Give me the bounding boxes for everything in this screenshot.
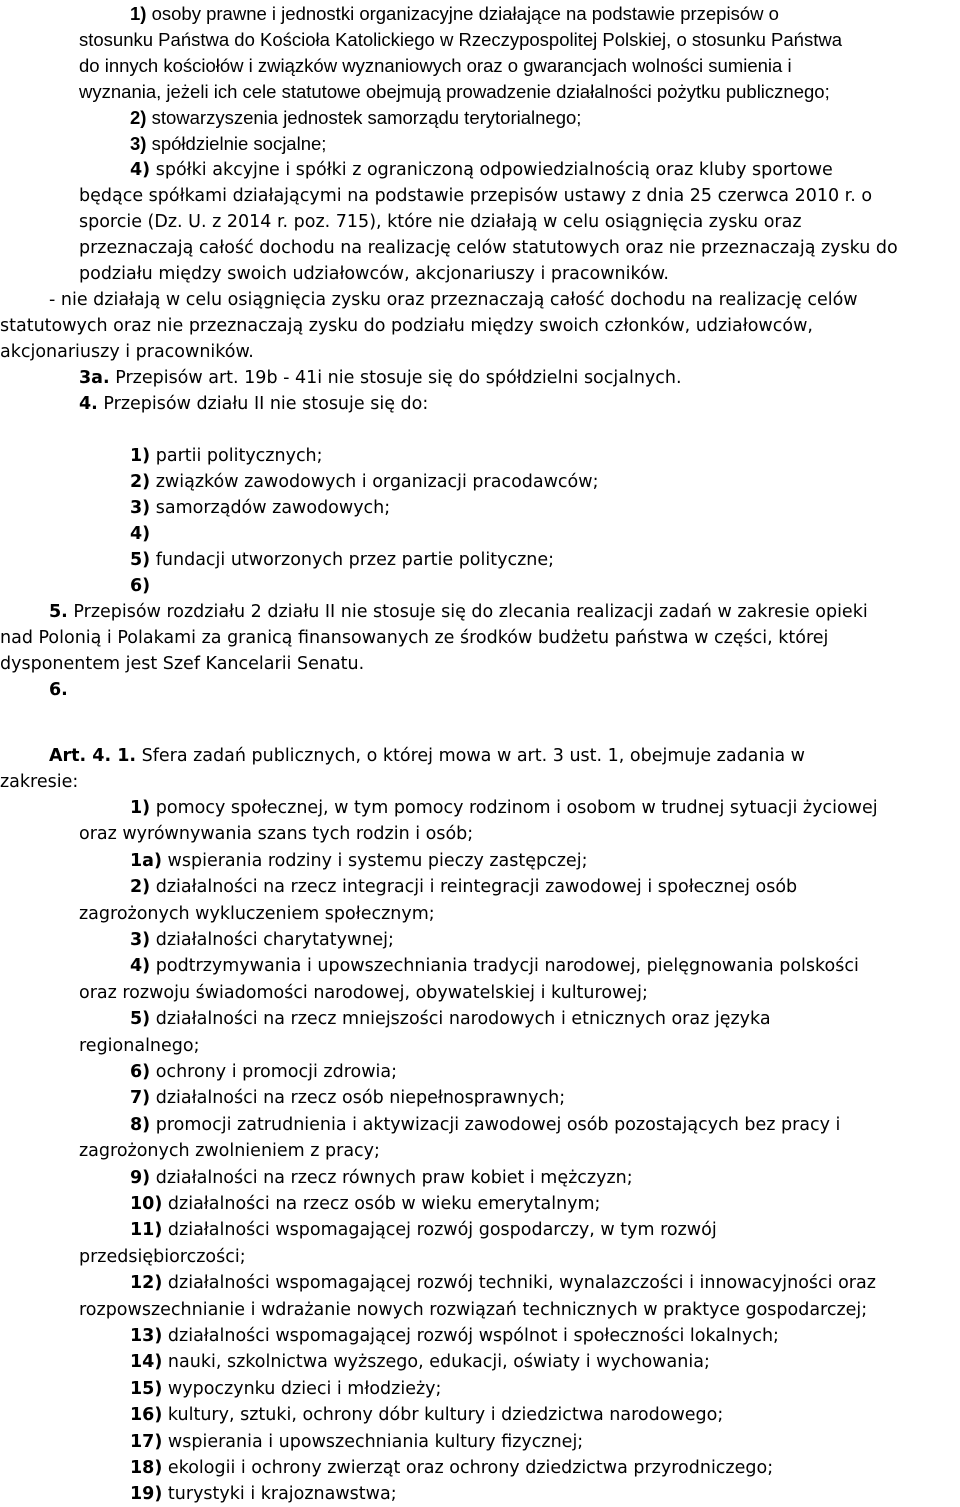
item-text: nauki, szkolnictwa wyższego, edukacji, oświaty i wychowania; — [162, 1352, 710, 1372]
item-text: osoby prawne i jednostki organizacyjne działające na podstawie przepisów o — [146, 3, 779, 24]
item-number: 2) — [130, 107, 147, 128]
item-number: 1) — [130, 446, 151, 466]
task-item — [130, 1191, 600, 1217]
item-text: fundacji utworzonych przez partie polityczne; — [150, 550, 555, 570]
item-number: 1a) — [130, 851, 162, 871]
item-text: partii politycznych; — [150, 446, 323, 466]
task-item — [130, 1270, 876, 1296]
item-number: 1) — [130, 798, 151, 818]
item-3-line — [130, 131, 326, 157]
task-item — [130, 1217, 717, 1243]
task-item — [130, 874, 797, 900]
text-line: dysponentem jest Szef Kancelarii Senatu. — [0, 654, 365, 674]
item-text: turystyki i krajoznawstwa; — [162, 1484, 397, 1504]
task-item — [130, 1085, 565, 1111]
item-number: 10) — [130, 1194, 163, 1214]
task-item — [130, 1481, 397, 1507]
item-text: działalności wspomagającej rozwój gospodarczy, w tym rozwój — [162, 1220, 717, 1240]
article-number: Art. 4. 1. — [49, 746, 137, 766]
text-line: podziału między swoich udziałowców, akcjonariuszy i pracowników. — [79, 264, 669, 284]
item-number: 3) — [130, 133, 147, 154]
task-continuation: zagrożonych zwolnieniem z pracy; — [79, 1141, 380, 1161]
task-continuation: przedsiębiorczości; — [79, 1247, 246, 1267]
item-number: 8) — [130, 1115, 151, 1135]
item-number: 19) — [130, 1484, 163, 1504]
text-line: akcjonariuszy i pracowników. — [0, 342, 254, 362]
task-continuation: regionalnego; — [79, 1036, 200, 1056]
item-number: 3) — [130, 498, 151, 518]
task-item — [130, 1165, 633, 1191]
text-line: nad Polonią i Polakami za granicą finansowanych ze środków budżetu państwa w części, której — [0, 628, 829, 648]
paragraph-text: Przepisów działu II nie stosuje się do: — [97, 394, 429, 414]
item-text: spółdzielnie socjalne; — [146, 133, 327, 154]
item-text: działalności na rzecz osób w wieku emerytalnym; — [162, 1194, 601, 1214]
paragraph-3a — [79, 365, 682, 391]
item-4-line — [130, 157, 833, 183]
item-text: działalności wspomagającej rozwój wspólnot i społeczności lokalnych; — [162, 1326, 779, 1346]
item-number: 4) — [130, 160, 151, 180]
item-text: wspierania rodziny i systemu pieczy zastępczej; — [161, 851, 588, 871]
item-number: 4) — [130, 524, 151, 544]
item-number: 2) — [130, 877, 151, 897]
item-text: kultury, sztuki, ochrony dóbr kultury i dziedzictwa narodowego; — [162, 1405, 724, 1425]
paragraph-number: 5. — [49, 602, 68, 622]
item-number: 18) — [130, 1458, 163, 1478]
item-text: promocji zatrudnienia i aktywizacji zawodowej osób pozostających bez pracy i — [150, 1115, 841, 1135]
item-number: 2) — [130, 472, 151, 492]
task-item — [130, 1376, 441, 1402]
item-text: działalności na rzecz integracji i reintegracji zawodowej i społecznej osób — [150, 877, 798, 897]
text-line: statutowych oraz nie przeznaczają zysku do podziału między swoich członków, udziałowców, — [0, 316, 813, 336]
item-number: 12) — [130, 1273, 163, 1293]
text-line: - nie działają w celu osiągnięcia zysku oraz przeznaczają całość dochodu na realizację celów — [49, 290, 858, 310]
task-item — [130, 1429, 583, 1455]
item-text: spółki akcyjne i spółki z ograniczoną odpowiedzialnością oraz kluby sportowe — [150, 160, 833, 180]
item-number: 4) — [130, 956, 151, 976]
task-item — [130, 953, 859, 979]
paragraph-number: 4. — [79, 394, 98, 414]
list-item — [130, 547, 554, 573]
item-number: 9) — [130, 1168, 151, 1188]
item-1-line — [130, 1, 779, 27]
list-item — [130, 495, 390, 521]
list-item — [130, 443, 323, 469]
task-continuation: rozpowszechnianie i wdrażanie nowych rozwiązań technicznych w praktyce gospodarczej; — [79, 1300, 868, 1320]
item-number: 16) — [130, 1405, 163, 1425]
item-text: wypoczynku dzieci i młodzieży; — [162, 1379, 442, 1399]
task-item — [130, 795, 878, 821]
text-line: do innych kościołów i związków wyznaniowych oraz o gwarancjach wolności sumienia i — [79, 55, 792, 76]
list-item — [130, 469, 598, 495]
task-continuation: oraz rozwoju świadomości narodowej, obywatelskiej i kulturowej; — [79, 983, 648, 1003]
text-line: będące spółkami działającymi na podstawie przepisów ustawy z dnia 25 czerwca 2010 r. o — [79, 186, 873, 206]
item-number: 7) — [130, 1088, 151, 1108]
item-text: samorządów zawodowych; — [150, 498, 391, 518]
task-item — [130, 1323, 779, 1349]
item-text: działalności na rzecz równych praw kobiet i mężczyzn; — [150, 1168, 633, 1188]
item-text: działalności na rzecz mniejszości narodowych i etnicznych oraz języka — [150, 1009, 771, 1029]
paragraph-text: Przepisów rozdziału 2 działu II nie stosuje się do zlecania realizacji zadań w zakresie opieki — [67, 602, 868, 622]
text-line: zakresie: — [0, 772, 79, 792]
text-line: przeznaczają całość dochodu na realizację celów statutowych oraz nie przeznaczają zysku do — [79, 238, 898, 258]
list-item — [130, 573, 150, 599]
task-item — [130, 1402, 723, 1428]
text-line: wyznania, jeżeli ich cele statutowe obejmują prowadzenie działalności pożytku publicznego; — [79, 81, 830, 102]
item-number: 1) — [130, 3, 147, 24]
item-number: 5) — [130, 550, 151, 570]
list-item — [130, 521, 150, 547]
article-4-heading — [49, 743, 805, 769]
item-text: wspierania i upowszechniania kultury fizycznej; — [162, 1432, 584, 1452]
item-number: 14) — [130, 1352, 163, 1372]
text-line: stosunku Państwa do Kościoła Katolickiego w Rzeczypospolitej Polskiej, o stosunku Państwa — [79, 29, 843, 50]
task-continuation: oraz wyrównywania szans tych rodzin i osób; — [79, 824, 474, 844]
item-text: podtrzymywania i upowszechniania tradycji narodowej, pielęgnowania polskości — [150, 956, 859, 976]
item-number: 17) — [130, 1432, 163, 1452]
item-text: działalności wspomagającej rozwój techniki, wynalazczości i innowacyjności oraz — [162, 1273, 876, 1293]
paragraph-6 — [49, 677, 68, 703]
task-item — [130, 1349, 710, 1375]
task-item — [130, 1112, 840, 1138]
item-number: 5) — [130, 1009, 151, 1029]
item-2-line — [130, 105, 581, 131]
item-text: związków zawodowych i organizacji pracodawców; — [150, 472, 599, 492]
task-item — [130, 927, 394, 953]
item-number: 6) — [130, 576, 151, 596]
paragraph-text: Przepisów art. 19b - 41i nie stosuje się do spółdzielni socjalnych. — [109, 368, 682, 388]
item-text: działalności na rzecz osób niepełnosprawnych; — [150, 1088, 566, 1108]
item-text: pomocy społecznej, w tym pomocy rodzinom i osobom w trudnej sytuacji życiowej — [150, 798, 878, 818]
item-text: ekologii i ochrony zwierząt oraz ochrony dziedzictwa przyrodniczego; — [162, 1458, 774, 1478]
item-text: działalności charytatywnej; — [150, 930, 394, 950]
task-item — [130, 1059, 397, 1085]
item-text: stowarzyszenia jednostek samorządu terytorialnego; — [146, 107, 582, 128]
paragraph-number: 3a. — [79, 368, 110, 388]
article-text: Sfera zadań publicznych, o której mowa w art. 3 ust. 1, obejmuje zadania w — [136, 746, 805, 766]
task-item — [130, 848, 587, 874]
paragraph-4 — [79, 391, 428, 417]
text-line: sporcie (Dz. U. z 2014 r. poz. 715), które nie działają w celu osiągnięcia zysku oraz — [79, 212, 802, 232]
item-number: 3) — [130, 930, 151, 950]
item-number: 11) — [130, 1220, 163, 1240]
task-item — [130, 1455, 773, 1481]
task-continuation: zagrożonych wykluczeniem społecznym; — [79, 904, 435, 924]
item-text: ochrony i promocji zdrowia; — [150, 1062, 398, 1082]
paragraph-number: 6. — [49, 680, 68, 700]
item-number: 13) — [130, 1326, 163, 1346]
item-number: 6) — [130, 1062, 151, 1082]
item-number: 15) — [130, 1379, 163, 1399]
task-item — [130, 1006, 771, 1032]
paragraph-5 — [49, 599, 868, 625]
